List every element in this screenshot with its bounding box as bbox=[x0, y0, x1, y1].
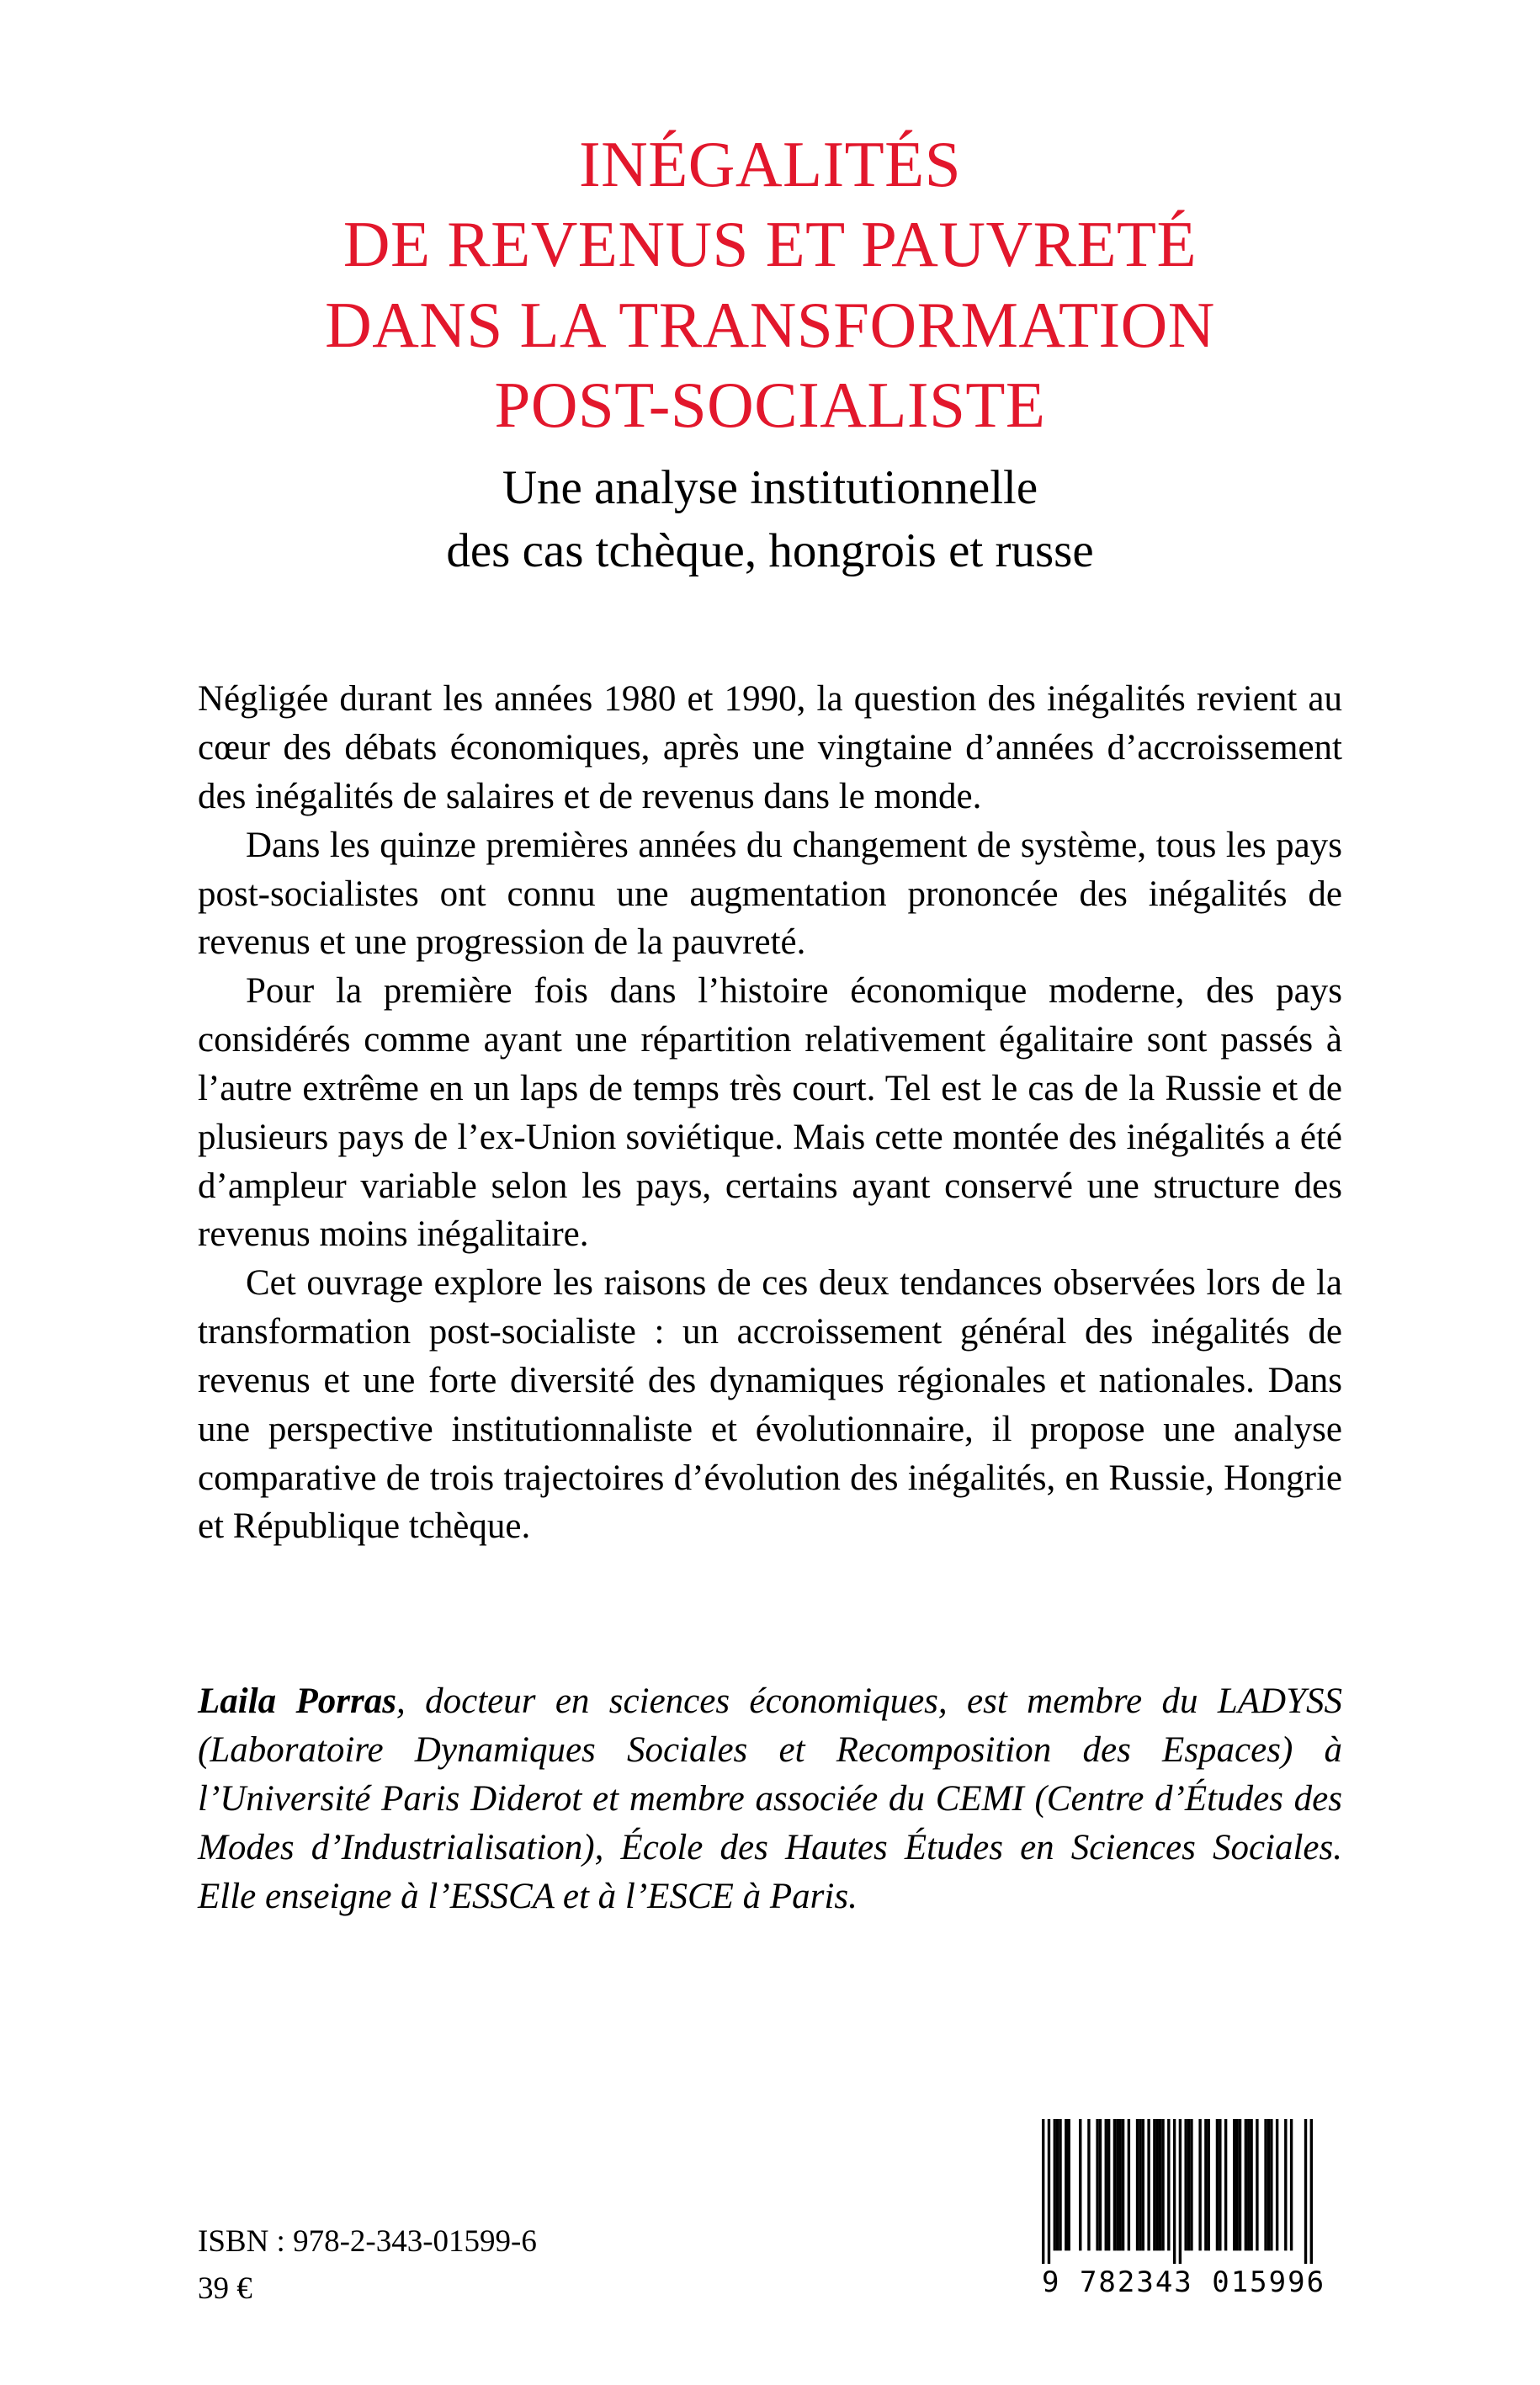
isbn-number: ISBN : 978-2-343-01599-6 bbox=[198, 2224, 537, 2259]
barcode bbox=[1042, 2119, 1326, 2299]
subtitle-line: des cas tchèque, hongrois et russe bbox=[446, 524, 1094, 578]
book-title bbox=[0, 125, 1540, 446]
title-line: POST-SOCIALISTE bbox=[494, 369, 1046, 442]
synopsis-paragraph: Cet ouvrage explore les raisons de ces deux tendances observées lors de la transformation post-socialiste : un accroissement général des inégalités de revenus et une forte diversité des dynamiques régionales et nationales. Dans une perspective institutionnaliste et évolutionnaire, il propose une analyse comparative de trois trajectoires d’évolution des inégalités, en Russie, Hongrie et République tchèque. bbox=[198, 1263, 1342, 1547]
price: 39 € bbox=[198, 2271, 252, 2306]
title-block bbox=[0, 0, 1540, 582]
synopsis-paragraph: Dans les quinze premières années du changement de système, tous les pays post-socialistes ont connu une augmentation prononcée des inégalités de revenus et une progression de la pauvreté. bbox=[198, 825, 1342, 963]
barcode-bars bbox=[1042, 2119, 1313, 2264]
title-line: DE REVENUS ET PAUVRETÉ bbox=[343, 208, 1197, 281]
author-bio bbox=[198, 1677, 1342, 1920]
bio-paragraph bbox=[198, 1677, 1342, 1920]
book-subtitle bbox=[0, 456, 1540, 582]
synopsis bbox=[198, 675, 1342, 1551]
author-name: Laila Porras bbox=[198, 1681, 396, 1722]
bio-text: , docteur en sciences économiques, est membre du LADYSS (Laboratoire Dynamiques Sociales et Recomposition des Espaces) à l’Université Paris Diderot et membre associée du CEMI (Centre d’Études des Modes d’Industrialisation), École des Hautes Études en Sciences Sociales. Elle enseigne à l’ESSCA et à l’ESCE à Paris. bbox=[198, 1681, 1342, 1916]
synopsis-paragraph: Pour la première fois dans l’histoire économique moderne, des pays considérés comme ayant une répartition relativement égalitaire sont passés à l’autre extrême en un laps de temps très court. Tel est le cas de la Russie et de plusieurs pays de l’ex-Union soviétique. Mais cette montée des inégalités a été d’ampleur variable selon les pays, certains ayant conservé une structure des revenus moins inégalitaire. bbox=[198, 971, 1342, 1255]
barcode-number: 9 782343 015996 bbox=[1042, 2265, 1326, 2299]
title-line: DANS LA TRANSFORMATION bbox=[325, 288, 1215, 361]
subtitle-line: Une analyse institutionnelle bbox=[502, 460, 1038, 514]
isbn-block bbox=[198, 2218, 537, 2312]
synopsis-paragraph: Négligée durant les années 1980 et 1990, la question des inégalités revient au cœur des débats économiques, après une vingtaine d’années d’accroissement des inégalités de salaires et de revenus dans le monde. bbox=[198, 679, 1342, 816]
title-line: INÉGALITÉS bbox=[578, 128, 962, 200]
